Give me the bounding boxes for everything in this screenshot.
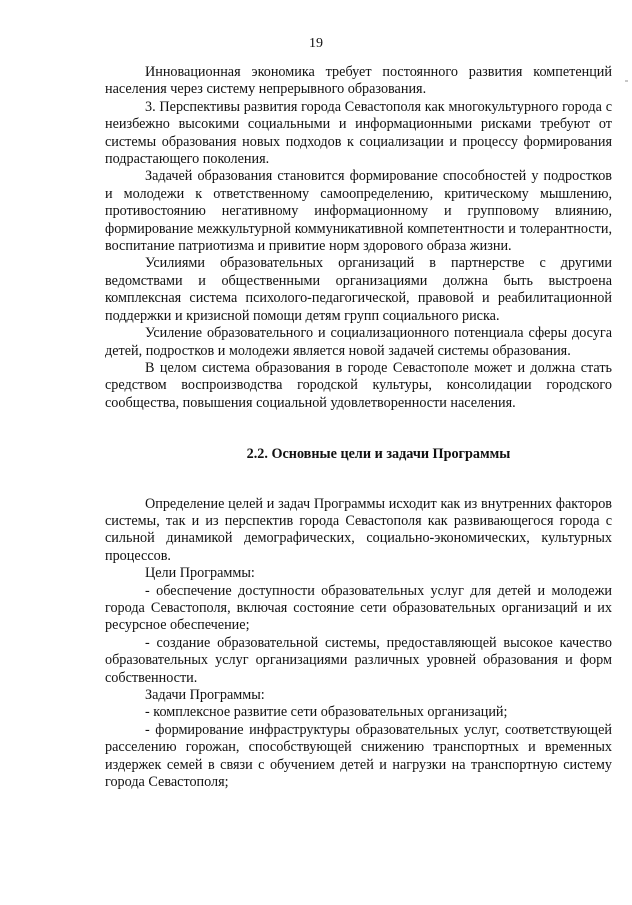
- paragraph-sevastopol-prospects: 3. Перспективы развития города Севастополя как многокультурного города с неизбежно высокими социальными и информационными рисками требуют от системы образования новых подходов к социализации и процессу формирования подрастающего поколения.: [105, 98, 612, 168]
- paragraph-education-task: Задачей образования становится формирование способностей у подростков и молодежи к ответственному самоопределению, критическому мышлению, противостоянию негативному информационному и групповому влиянию, формирование межкультурной коммуникативной компетентности и толерантности, воспитание патриотизма и привитие норм здорового образа жизни.: [105, 168, 612, 255]
- task-item-infrastructure: - формирование инфраструктуры образовательных услуг, соответствующей расселению горожан, способствующей снижению транспортных и временных издержек семей в связи с обучением детей и нагрузки на транспортную систему города Севастополя;: [105, 721, 612, 791]
- paragraph-education-system-role: В целом система образования в городе Севастополе может и должна стать средством воспроизводства городской культуры, консолидации городского сообщества, повышения социальной удовлетворенности населения.: [105, 359, 612, 411]
- scan-mark: [625, 80, 628, 82]
- section-heading: 2.2. Основные цели и задачи Программы: [246, 446, 511, 463]
- page-number: 19: [309, 36, 323, 51]
- paragraph-organizations-efforts: Усилиями образовательных организаций в партнерстве с другими ведомствами и общественными организациями должна быть выстроена комплексная система психолого-педагогической, правовой и реабилитационной поддержки и кризисной помощи детям групп социального риска.: [105, 255, 612, 324]
- goal-item-accessibility: - обеспечение доступности образовательных услуг для детей и молодежи города Севастополя, включая состояние сети образовательных организаций и их ресурсное обеспечение;: [105, 582, 612, 634]
- tasks-label: Задачи Программы:: [145, 687, 265, 703]
- goals-label: Цели Программы:: [145, 565, 255, 582]
- paragraph-leisure-potential: Усиление образовательного и социализационного потенциала сферы досуга детей, подростков и молодежи является новой задачей системы образования.: [105, 325, 612, 359]
- paragraph-goals-definition: Определение целей и задач Программы исходит как из внутренних факторов системы, так и из перспектив города Севастополя как развивающегося города с сильной динамикой демографических, социально-экономических, культурных процессов.: [105, 495, 612, 564]
- page-content: [105, 64, 612, 791]
- goal-item-quality-system: - создание образовательной системы, предоставляющей высокое качество образовательных услуг организациями различных уровней образования и форм собственности.: [105, 634, 612, 686]
- task-item-network-development: - комплексное развитие сети образовательных организаций;: [145, 704, 508, 721]
- paragraph-innovation-economy: Инновационная экономика требует постоянного развития компетенций населения через систему непрерывного образования.: [105, 64, 612, 98]
